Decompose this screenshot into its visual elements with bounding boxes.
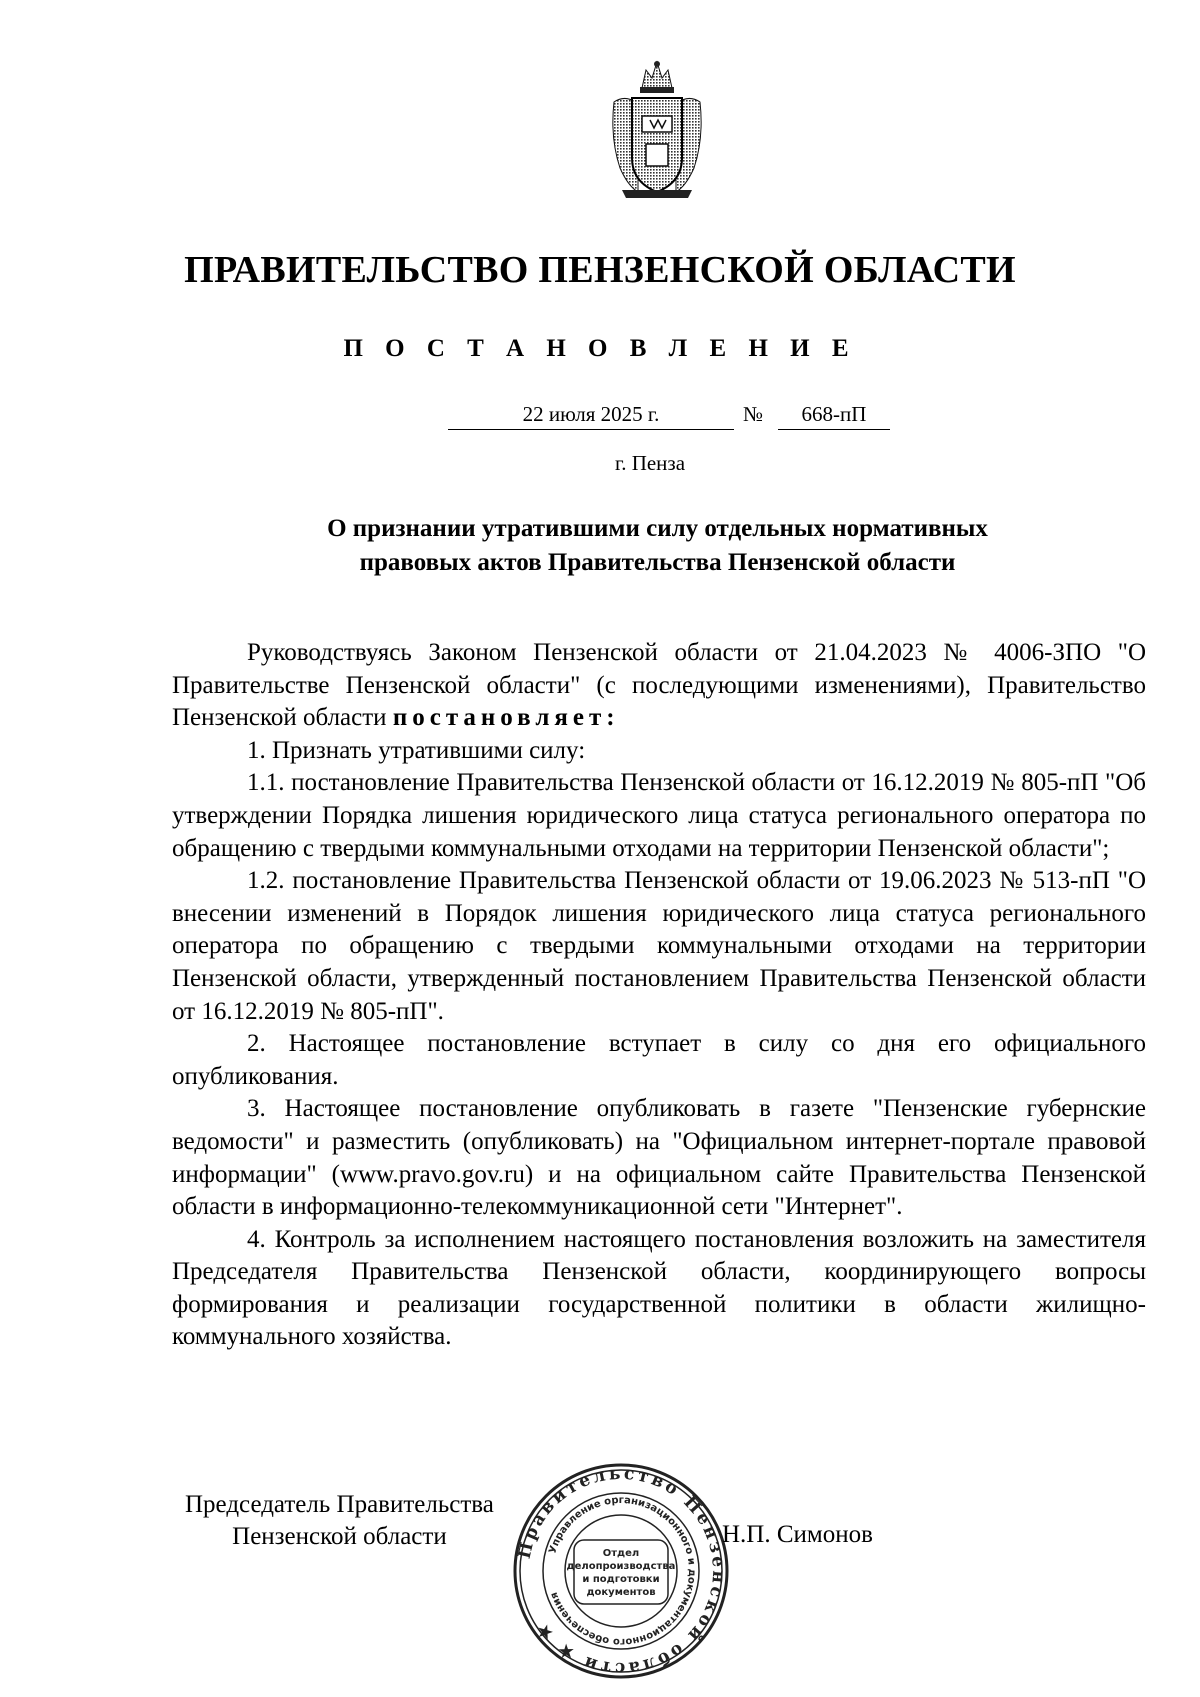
signatory-post-line-1: Председатель Правительства [185, 1491, 494, 1518]
subject-line-1: О признании утратившими силу отдельных нормативных [327, 515, 988, 542]
paragraph-1-1: 1.1. постановление Правительства Пензенской области от 16.12.2019 № 805-пП "Об утверждении Порядка лишения юридического лица статуса регионального оператора по обращению с твердыми коммунальными отходами на территории Пензенской области"; [172, 769, 1146, 862]
svg-text:документов: документов [586, 1587, 656, 1598]
preamble-paragraph [172, 637, 1146, 735]
preamble-text: Руководствуясь Законом Пензенской области от 21.04.2023 № 4006-ЗПО "О Правительстве Пензенской области" (с последующими изменениями), Правительство Пензенской области [172, 639, 1146, 732]
document-subject [200, 512, 1115, 580]
paragraph-2: 2. Настоящее постановление вступает в силу со дня его официального опубликования. [172, 1030, 1146, 1090]
svg-text:Правительство Пензенской облас: Правительство Пензенской области ★ ★ [514, 1463, 729, 1679]
signatory-name: Н.П. Симонов [722, 1521, 873, 1548]
svg-text:Управление организационного и: Управление организационного и документационного обеспечения [547, 1494, 698, 1648]
svg-text:делопроизводства: делопроизводства [566, 1561, 676, 1572]
signatory-post-line-2: Пензенской области [232, 1523, 447, 1550]
svg-text:Отдел: Отдел [602, 1548, 640, 1559]
coat-of-arms-icon [608, 58, 706, 200]
svg-text:и подготовки: и подготовки [582, 1574, 660, 1585]
paragraph-1-2: 1.2. постановление Правительства Пензенской области от 19.06.2023 № 513-пП "О внесении изменений в Порядок лишения юридического лица статуса регионального оператора по обращению с твердыми коммунальными отходами на территории Пензенской области, утвержденный постановлением Правительства Пензенской области от 16.12.2019 № 805-пП". [172, 867, 1146, 1025]
number-sign: № [743, 402, 764, 426]
document-number: 668-пП [778, 402, 890, 430]
document-date: 22 июля 2025 г. [448, 402, 734, 430]
subject-line-2: правовых актов Правительства Пензенской области [359, 549, 956, 576]
paragraph-4: 4. Контроль за исполнением настоящего постановления возложить на заместителя Председателя Правительства Пензенской области, координирующего вопросы формирования и реализации государственной политики в области жилищно-коммунального хозяйства. [172, 1225, 1146, 1351]
government-title: ПРАВИТЕЛЬСТВО ПЕНЗЕНСКОЙ ОБЛАСТИ [184, 249, 1016, 291]
document-city: г. Пенза [614, 451, 686, 475]
document-type: П О С Т А Н О В Л Е Н И Е [343, 335, 857, 362]
paragraph-3: 3. Настоящее постановление опубликовать в газете "Пензенские губернские ведомости" и разместить (опубликовать) на "Официальном интернет-портале правовой информации" (www.pravo.gov.ru) и на официальном сайте Правительства Пензенской области в информационно-телекоммуникационной сети "Интернет". [172, 1095, 1146, 1221]
preamble-verb: постановляет: [392, 704, 620, 732]
official-seal-stamp [512, 1462, 730, 1680]
document-body [172, 637, 1146, 1354]
paragraph-1: 1. Признать утратившими силу: [247, 736, 586, 764]
signatory-post [185, 1489, 494, 1553]
